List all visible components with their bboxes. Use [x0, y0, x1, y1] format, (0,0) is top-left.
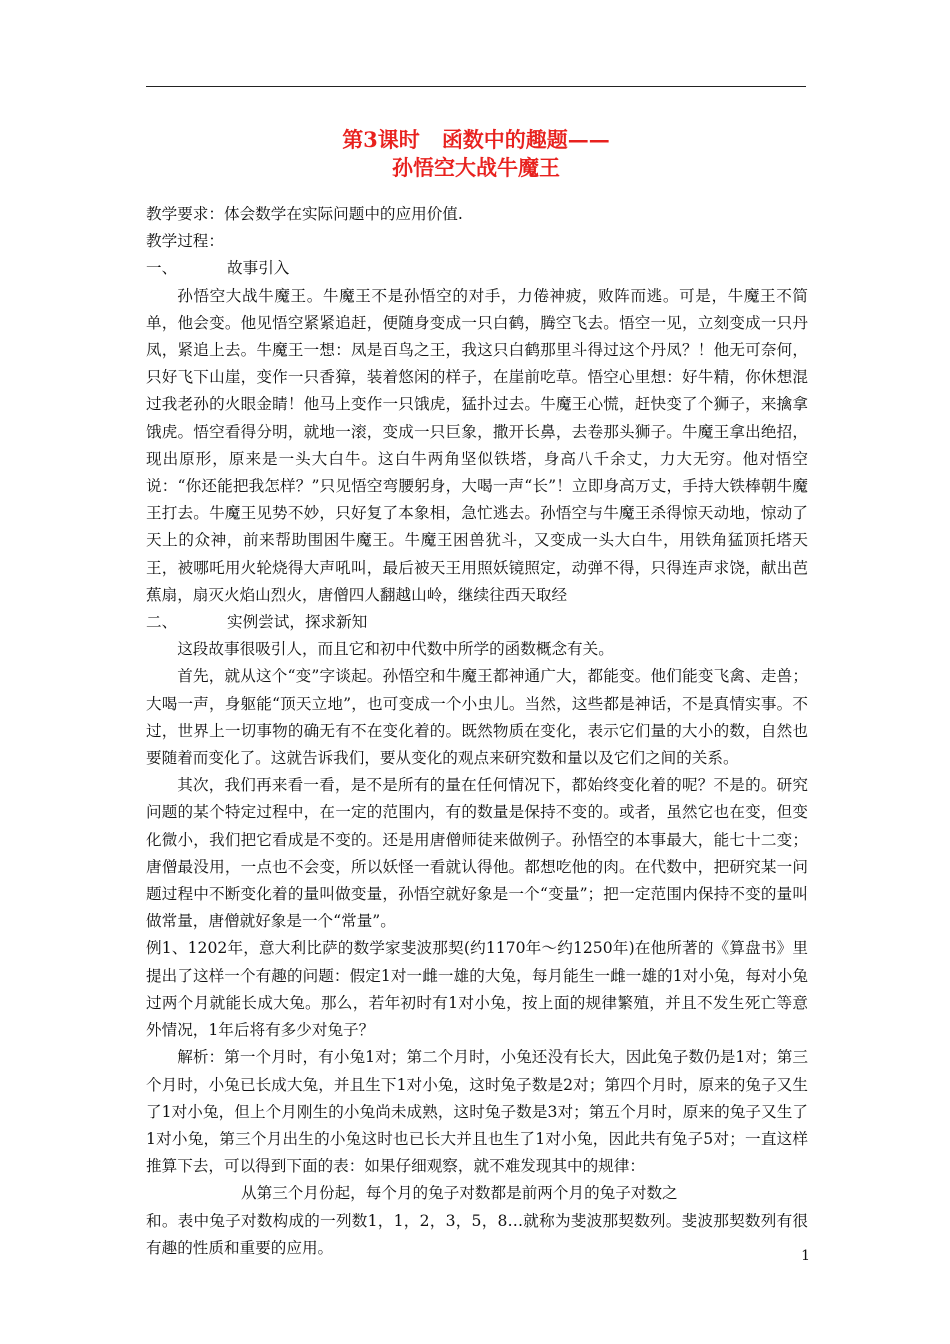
section-2-paragraph-3: 其次，我们再来看一看，是不是所有的量在任何情况下，都始终变化着的呢？不是的。研究问题的某个特定过程中，在一定的范围内，有的数量是保持不变的。或者，虽然它也在变，但变化微小，我们把它看成是不变的。还是用唐僧师徒来做例子。孙悟空的本事最大，能七十二变；唐僧最没用，一点也不会变，所以妖怪一看就认得他。都想吃他的肉。在代数中，把研究某一问题过程中不断变化着的量叫做变量，孙悟空就好象是一个“变量”；把一定范围内保持不变的量叫做常量，唐僧就好象是一个“常量”。: [146, 776, 808, 931]
section-2-title: 实例尝试，探求新知: [227, 613, 368, 632]
story-paragraph: 孙悟空大战牛魔王。牛魔王不是孙悟空的对手，力倦神疲，败阵而逃。可是，牛魔王不简单，他会变。他见悟空紧紧追赶，便随身变成一只白鹤，腾空飞去。悟空一见，立刻变成一只丹凤，紧追上去。牛魔王一想：凤是百鸟之王，我这只白鹤那里斗得过这个丹凤？！他无可奈何，只好飞下山崖，变作一只香獐，装着悠闲的样子，在崖前吃草。悟空心里想：好牛精，你休想混过我老孙的火眼金睛！他马上变作一只饿虎，猛扑过去。牛魔王心慌，赶快变了个狮子，来擒拿饿虎。悟空看得分明，就地一滚，变成一只巨象，撒开长鼻，去卷那头狮子。牛魔王拿出绝招，现出原形，原来是一头大白牛。这白牛两角坚似铁塔，身高八千余丈，力大无穷。他对悟空说：“你还能把我怎样？”只见悟空弯腰躬身，大喝一声“长”！立即身高万丈，手持大铁棒朝牛魔王打去。牛魔王见势不妙，只好复了本象相，急忙逃去。孙悟空与牛魔王杀得惊天动地，惊动了天上的众神，前来帮助围困牛魔王。牛魔王困兽犹斗，又变成一头大白牛，用铁角猛顶托塔天王，被哪吒用火轮烧得大声吼叫，最后被天王用照妖镜照定，动弹不得，只得连声求饶，献出芭蕉扇，扇灭火焰山烈火，唐僧四人翻越山岭，继续往西天取经: [146, 286, 808, 604]
section-2-heading: [146, 609, 808, 636]
title-line-1: [146, 126, 806, 154]
title-topic: 函数中的趣题——: [441, 127, 610, 152]
document-body: [146, 201, 808, 1262]
section-2-paragraph-1: 这段故事很吸引人，而且它和初中代数中所学的函数概念有关。: [177, 640, 614, 659]
title-line-2: 孙悟空大战牛魔王: [392, 155, 560, 180]
page-number: 1: [801, 1248, 810, 1264]
section-1-title: 故事引入: [227, 259, 290, 278]
analysis-paragraph: 解析：第一个月时，有小兔1对；第二个月时，小兔还没有长大，因此兔子数仍是1对；第三个月时，小兔已长成大兔，并且生下1对小兔，这时兔子数是2对；第四个月时，原来的兔子又生了1对小兔，但上个月刚生的小兔尚未成熟，这时兔子数是3对；第五个月时，原来的兔子又生了1对小兔，第三个月出生的小兔这时也已长大并且也生了1对小兔，因此共有兔子5对；一直这样推算下去，可以得到下面的表：如果仔细观察，就不难发现其中的规律：: [146, 1048, 808, 1176]
teaching-requirement: 教学要求：体会数学在实际问题中的应用价值.: [146, 205, 463, 223]
section-1-heading: [146, 255, 808, 282]
header-rule: [146, 86, 806, 87]
section-2-number: 二、: [146, 613, 178, 632]
page-title: [146, 126, 806, 182]
title-lesson-number: 第3课时: [342, 127, 420, 152]
section-1-number: 一、: [146, 259, 178, 278]
conclusion-paragraph: 和。表中兔子对数构成的一列数1，1，2，3，5，8…就称为斐波那契数列。斐波那契数列有很有趣的性质和重要的应用。: [146, 1211, 808, 1257]
section-2-paragraph-2: 首先，就从这个“变”字谈起。孙悟空和牛魔王都神通广大，都能变。他们能变飞禽、走兽；大喝一声，身躯能“顶天立地”，也可变成一个小虫儿。当然，这些都是神话，不是真情实事。不过，世界上一切事物的确无有不在变化着的。既然物质在变化，表示它们量的大小的数，自然也要随着而变化了。这就告诉我们，要从变化的观点来研究数和量以及它们之间的关系。: [146, 667, 808, 768]
teaching-process-label: 教学过程：: [146, 232, 224, 251]
rule-line: 从第三个月份起，每个月的兔子对数都是前两个月的兔子对数之: [241, 1184, 678, 1203]
example-1-paragraph: 例1、1202年，意大利比萨的数学家斐波那契(约1170年～约1250年)在他所著的《算盘书》里提出了这样一个有趣的问题：假定1对一雌一雄的大兔，每月能生一雌一雄的1对小兔，每对小兔过两个月就能长成大兔。那么，若年初时有1对小兔，按上面的规律繁殖，并且不发生死亡等意外情况，1年后将有多少对兔子？: [146, 939, 808, 1040]
